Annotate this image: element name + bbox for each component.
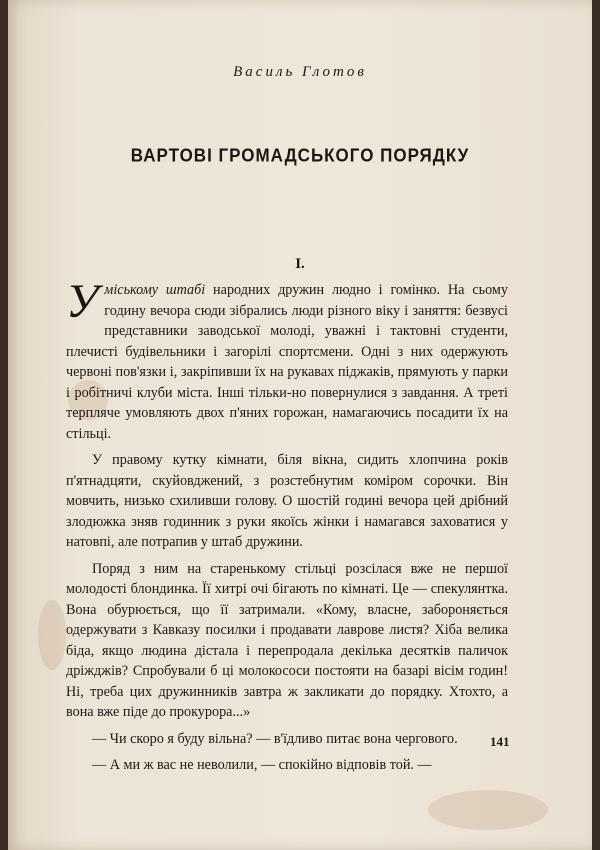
paragraph-4: — Чи скоро я буду вільна? — в'їдливо питає вона чергового. bbox=[92, 730, 458, 747]
paper-stain bbox=[38, 600, 66, 670]
paragraph-1-text: народних дружин людно і гомінко. На сьому годину вечора сюди зібрались люди різного віку і заняття: безвусі представники заводської молоді, уважні і тактовні студенти, плечисті будівельники і загорілі спортсмени. Одні з них одержують червоні пов'язки і, закріпивши їх на рукавах піджаків, прямують у парки і робітничі клуби міста. Інші тільки-но повернулися з завдання. А треті терпляче умовляють двох п'яних горожан, намагаючись посадити їх на стільці. bbox=[66, 282, 508, 442]
paragraph-5: — А ми ж вас не неволили, — спокійно відповів той. — bbox=[92, 757, 432, 773]
drop-cap: У bbox=[66, 275, 99, 328]
italic-lead: міському штабі bbox=[104, 282, 206, 298]
section-number: I. bbox=[295, 256, 305, 272]
author-name: Василь Глотов bbox=[233, 64, 367, 80]
paragraph-3: Поряд з ним на старенькому стільці розсілася вже не першої молодості блондинка. Її хитрі очі бігають по кімнаті. Це — спекулянтка. Вона обурюється, що її затримали. «Кому, власне, забороняється одержувати з Кавказу посилки і продавати лаврове листя? Хіба велика біда, якщо людина дістала і перепродала декілька десятків паличок дріжджів? Спробували б ці молокососи постояти на базарі вісім годин! Ні, треба цих дружинників завтра ж закликати до порядку. Хтохто, а вона вже піде до прокурора...» bbox=[66, 560, 508, 720]
paragraph-2: У правому кутку кімнати, біля вікна, сидить хлопчина років п'ятнадцяти, скуйовджений, з розстебнутим коміром сорочки. Він мовчить, низько схиливши голову. О шостій годині вечора цей дрібний злодюжка зняв годинник з руки якоїсь жінки і намагався заховатися у натовпі, але потрапив у штаб дружини. bbox=[66, 452, 508, 550]
book-page bbox=[8, 0, 592, 850]
paper-stain bbox=[428, 790, 548, 830]
paragraph-1 bbox=[66, 275, 508, 444]
chapter-title: ВАРТОВІ ГРОМАДСЬКОГО ПОРЯДКУ bbox=[130, 145, 470, 166]
article-body bbox=[66, 275, 508, 776]
page-number: 141 bbox=[490, 734, 510, 749]
